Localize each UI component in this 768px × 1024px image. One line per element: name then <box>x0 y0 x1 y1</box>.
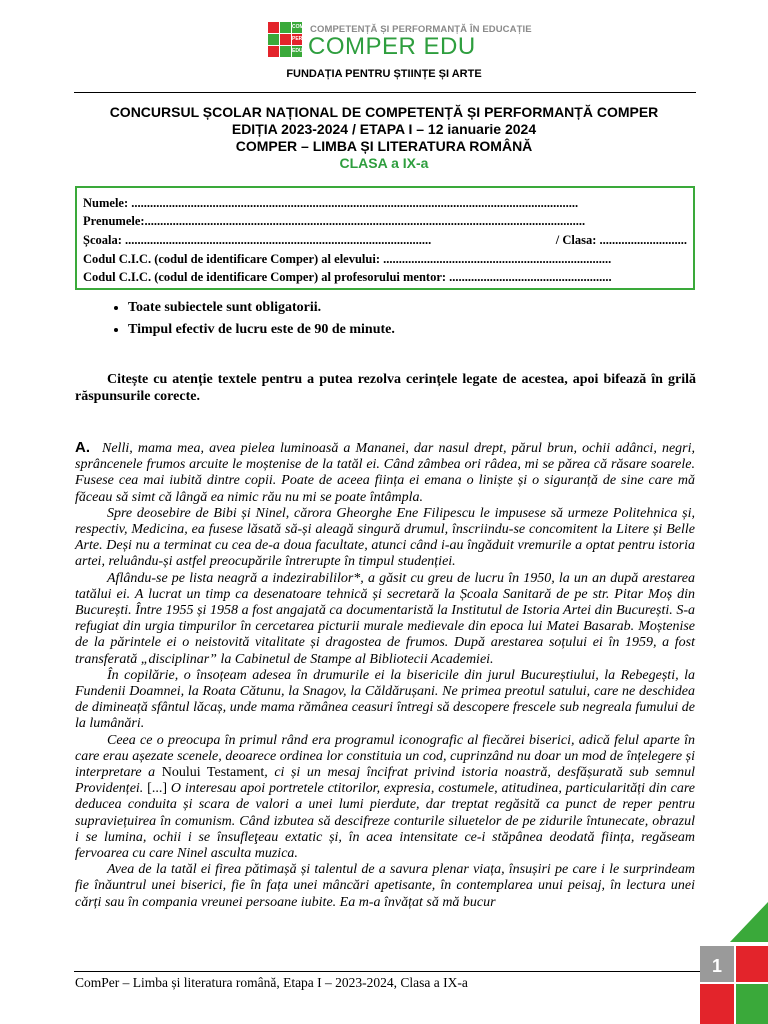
rule-item: • Timpul efectiv de lucru este de 90 de minute. <box>128 322 395 338</box>
text-a <box>75 440 695 911</box>
text-a-marker: A. <box>75 439 90 456</box>
logo-tagline: COMPETENȚĂ ȘI PERFORMANȚĂ ÎN EDUCAȚIE <box>310 24 532 35</box>
text-a-paragraph: Avea de la tatăl ei firea pătimașă și talentul de a savura plenar viața, însușiri pe care i le surprindeam fie înăuntrul unei biserici, fie în fața unei mâncări apetisante, în contemplarea unui peisaj, în lectura unei cărți sau în compania vreunei persoane iubite. Ea m-a învățat să mă bucur <box>75 862 695 910</box>
student-info-box <box>75 186 695 290</box>
logo-letters-per: PER <box>292 34 302 45</box>
class-line: CLASA a IX-a <box>339 155 429 171</box>
logo-letters-com: COM <box>292 22 302 33</box>
logo-grid-icon <box>268 22 304 58</box>
cic-student-field[interactable]: Codul C.I.C. (codul de identificare Comper) al elevului: ......................................................................... <box>83 252 612 266</box>
deco-red-block-2 <box>700 984 734 1024</box>
text-a-paragraph: Spre deosebire de Bibi și Ninel, cărora Gheorghe Ene Filipescu le impusese să urmeze Politehnica și, respectiv, Medicina, ea fusese lăsată să-și aleagă singură drumul, înscriindu-se concomitent la Litere și Belle Arte. Deși nu a terminat cu cea de-a doua facultate, atunci când i-au îngăduit vremurile a optat pentru istoria artei, reluându-și astfel preocupările întrerupte în timpul studenției. <box>75 505 695 570</box>
logo-brand-name: COMPER EDU <box>308 33 476 60</box>
header-divider <box>74 92 696 93</box>
corner-decoration <box>700 900 768 1024</box>
subject-line: COMPER – LIMBA ȘI LITERATURA ROMÂNĂ <box>235 138 533 154</box>
text-a-paragraph: În copilărie, o însoțeam adesea în drumurile ei la bisericile din jurul Bucureștiului, la Rebegești, la Fundenii Doamnei, la Roata Cătunu, la Snagov, la Căldărușani. Ne primea preotul satului, care ne deschidea de dimineață sfântul lăcaș, unde mama rămânea ceasuri întregi să descopere frescele sub negreala fumului de la lumânări. <box>75 667 695 732</box>
text-a-paragraph: A. Nelli, mama mea, avea pielea luminoasă a Mananei, dar nasul drept, părul brun, ochii adânci, negri, sprâncenele frumos arcuite le moștenise de la tatăl ei. Când zâmbea ori râdea, mi se părea că răsare soarele. Fusese cea mai iubită dintre copii. Poate de aceea ființa ei emana o liniște și o siguranță de sine care mă făceau să simt că lângă ea nimic rău nu mi se poate întâmpla. <box>75 439 695 505</box>
text-a-paragraph: Ceea ce o preocupa în primul rând era programul iconografic al fiecărei biserici, adică felul aparte în care erau așezate scenele, deoarece ordinea lor constituia un cod, cuprinzând nu doar un mod de înțelegere și interpretare a Noului Testament, ci și un mesaj încifrat privind istoria noastră, desfășurată sub semnul Providenței. [...] O interesau apoi portretele ctitorilor, expresia, costumele, atitudinea, particularități din care deducea conduita și scara de valori a unei lumi pierdute, dar treptat regăsită ca punct de reper pentru supraviețuirea în comunism. Când izbutea să descifreze conturile siluetelor de pe zidurile întunecate, obrazul i se lumina, ochii i se însufleţeau extatic și, în acea intensitate ce-i stăpânea deodată ființa, regăseam fervoarea cu care Ninel asculta muzica. <box>75 732 695 862</box>
school-field[interactable]: Școala: .................................................................................................. <box>83 233 432 247</box>
deco-green-block <box>736 984 768 1024</box>
deco-green-triangle <box>730 902 768 942</box>
foundation-name: FUNDAȚIA PENTRU ȘTIINȚE ȘI ARTE <box>286 68 482 80</box>
text-a-paragraph: Aflându-se pe lista neagră a indezirabililor*, a găsit cu greu de lucru în 1950, la un an după arestarea tatălui ei. A lucrat un timp ca desenatoare tehnică și secretară la Școala Sanitară de pe str. Pitar Moș din București. Între 1955 și 1958 a fost angajată ca documentaristă la Institutul de Istoria Artei din București. S-a refugiat din urgia timpurilor în cercetarea picturii murale medievale din epoca lui Matei Basarab. Moștenise de la părintele ei o neistovită vitalitate și dragostea de frumos. După arestarea soțului ei în 1959, a fost transferată „disciplinar” la Cabinetul de Stampe al Bibliotecii Academiei. <box>75 570 695 667</box>
footer-divider <box>74 971 700 972</box>
page-number: 1 <box>711 956 723 976</box>
rule-item: • Toate subiectele sunt obligatorii. <box>128 300 395 316</box>
instructions: Citește cu atenție textele pentru a putea rezolva cerințele legate de acestea, apoi bifează în grilă răspunsurile corecte. <box>75 372 696 404</box>
name-field[interactable]: Numele: ............................................................................................................................................... <box>83 196 579 210</box>
logo-letters-edu: EDU <box>292 46 302 57</box>
first-name-field[interactable]: Prenumele:............................................................................................................................................. <box>83 214 586 228</box>
deco-red-block <box>736 946 768 982</box>
footer-text: ComPer – Limba și literatura română, Etapa I – 2023-2024, Clasa a IX-a <box>75 975 468 990</box>
school-class-row <box>83 233 687 248</box>
edition-line: EDIȚIA 2023-2024 / ETAPA I – 12 ianuarie 2024 <box>231 121 537 137</box>
contest-title: CONCURSUL ȘCOLAR NAȚIONAL DE COMPETENȚĂ ȘI PERFORMANȚĂ COMPER <box>109 104 659 120</box>
exam-rules <box>110 300 395 344</box>
cic-teacher-field[interactable]: Codul C.I.C. (codul de identificare Comper) al profesorului mentor: .................................................... <box>83 270 612 284</box>
class-field[interactable]: / Clasa: ............................ <box>555 233 687 247</box>
